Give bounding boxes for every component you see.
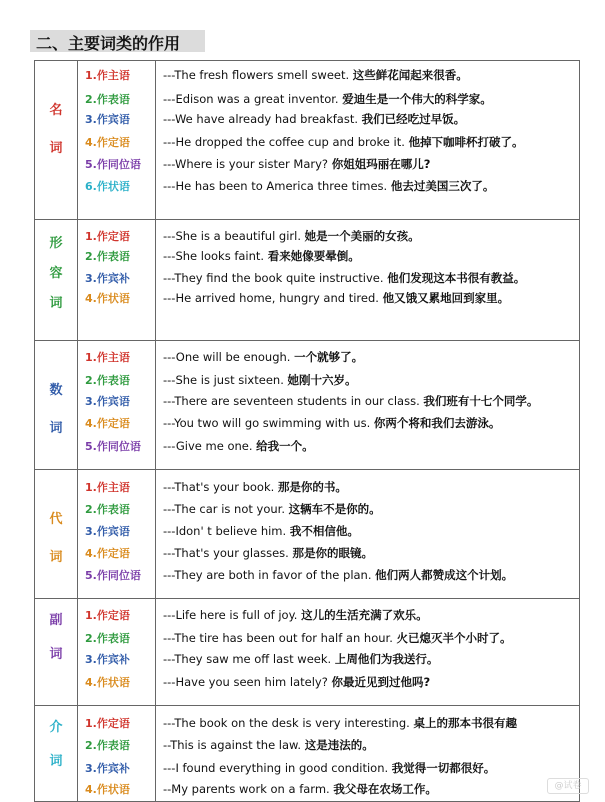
- role-label: 4.作定语: [85, 417, 130, 430]
- word-class-table: [34, 60, 580, 802]
- english-text: ---Have you seen him lately?: [163, 675, 328, 689]
- chinese-text: 这是违法的。: [304, 738, 374, 752]
- example-sentence: [163, 290, 509, 306]
- header-cell: [35, 341, 78, 469]
- chinese-text: 这些鲜花闻起来很香。: [352, 68, 468, 82]
- example-sentence: [163, 349, 363, 365]
- role-label: 6.作状语: [85, 180, 130, 193]
- chinese-text: 看来她像要晕倒。: [267, 249, 360, 263]
- word-class-char: 词: [49, 647, 63, 662]
- watermark: @试卷: [547, 778, 589, 794]
- english-text: ---They find the book quite instructive.: [163, 271, 384, 285]
- role-label: 2.作表语: [85, 374, 130, 387]
- word-class-char: 副: [49, 613, 63, 628]
- word-class-char: 介: [49, 720, 63, 735]
- english-text: ---Where is your sister Mary?: [163, 157, 329, 171]
- english-text: ---They saw me off last week.: [163, 652, 332, 666]
- example-sentence: [163, 715, 517, 731]
- chinese-text: 我们班有十七个同学。: [423, 394, 539, 408]
- chinese-text: 那是你的书。: [277, 480, 347, 494]
- section-5: [35, 599, 579, 706]
- role-label: 2.作表语: [85, 250, 130, 263]
- header-cell: [35, 470, 78, 598]
- example-sentence: [163, 674, 430, 690]
- english-text: ---Life here is full of joy.: [163, 608, 298, 622]
- role-label: 1.作主语: [85, 481, 130, 494]
- role-label: 1.作定语: [85, 230, 130, 243]
- example-sentence: [163, 501, 381, 517]
- chinese-text: 我父母在农场工作。: [333, 782, 437, 796]
- example-sentence: [163, 438, 314, 454]
- english-text: ---That's your glasses.: [163, 546, 289, 560]
- chinese-text: 这辆车不是你的。: [288, 502, 381, 516]
- column-divider: [155, 341, 156, 469]
- section-3: [35, 341, 579, 470]
- role-label: 2.作表语: [85, 93, 130, 106]
- role-label: 4.作状语: [85, 783, 130, 796]
- role-label: 3.作宾补: [85, 653, 130, 666]
- example-sentence: [163, 156, 430, 172]
- chinese-text: 你两个将和我们去游泳。: [373, 416, 501, 430]
- english-text: ---Edison was a great inventor.: [163, 92, 339, 106]
- example-sentence: [163, 248, 360, 264]
- chinese-text: 你姐姐玛丽在哪儿?: [331, 157, 431, 171]
- chinese-text: 她是一个美丽的女孩。: [304, 229, 420, 243]
- example-sentence: [163, 178, 494, 194]
- chinese-text: 我觉得一切都很好。: [391, 761, 496, 775]
- english-text: --My parents work on a farm.: [163, 782, 330, 796]
- chinese-text: 一个就够了。: [294, 350, 364, 364]
- example-sentence: [163, 372, 357, 388]
- role-label: 2.作表语: [85, 632, 130, 645]
- chinese-text: 他们两人都赞成这个计划。: [375, 568, 514, 582]
- word-class-char: 代: [49, 512, 63, 527]
- english-text: ---There are seventeen students in our class.: [163, 394, 420, 408]
- role-label: 2.作表语: [85, 503, 130, 516]
- role-label: 3.作宾语: [85, 395, 130, 408]
- example-sentence: [163, 91, 492, 107]
- english-text: ---One will be enough.: [163, 350, 291, 364]
- role-label: 1.作定语: [85, 717, 130, 730]
- chinese-text: 给我一个。: [256, 439, 314, 453]
- chinese-text: 我不相信他。: [289, 524, 359, 538]
- english-text: ---I found everything in good condition.: [163, 761, 389, 775]
- role-label: 4.作状语: [85, 676, 130, 689]
- english-text: ---She is just sixteen.: [163, 373, 284, 387]
- role-label: 2.作表语: [85, 739, 130, 752]
- page-title: 二、主要词类的作用: [36, 34, 181, 53]
- english-text: ---Idon' t believe him.: [163, 524, 287, 538]
- english-text: ---She is a beautiful girl.: [163, 229, 301, 243]
- role-label: 5.作同位语: [85, 158, 141, 171]
- example-sentence: [163, 545, 373, 561]
- english-text: ---Give me one.: [163, 439, 253, 453]
- chinese-text: 那是你的眼镜。: [292, 546, 373, 560]
- section-1: [35, 61, 579, 220]
- word-class-char: 形: [49, 236, 63, 251]
- example-sentence: [163, 760, 495, 776]
- section-2: [35, 220, 579, 341]
- example-sentence: [163, 781, 437, 797]
- word-class-char: 词: [49, 421, 63, 436]
- role-label: 4.作定语: [85, 136, 130, 149]
- chinese-text: 她刚十六岁。: [287, 373, 357, 387]
- chinese-text: 我们已经吃过早饭。: [361, 112, 466, 126]
- role-label: 3.作宾补: [85, 272, 130, 285]
- chinese-text: 上周他们为我送行。: [334, 652, 439, 666]
- chinese-text: 桌上的那本书很有趣: [413, 716, 517, 730]
- word-class-char: 数: [49, 383, 63, 398]
- section-4: [35, 470, 579, 599]
- example-sentence: [163, 607, 428, 623]
- column-divider: [155, 470, 156, 598]
- example-sentence: [163, 415, 500, 431]
- role-label: 1.作主语: [85, 351, 130, 364]
- english-text: ---They are both in favor of the plan.: [163, 568, 372, 582]
- english-text: ---The tire has been out for half an hour.: [163, 631, 393, 645]
- example-sentence: [163, 737, 374, 753]
- role-label: 5.作同位语: [85, 569, 141, 582]
- role-label: 3.作宾补: [85, 762, 130, 775]
- english-text: ---She looks faint.: [163, 249, 265, 263]
- english-text: ---He dropped the coffee cup and broke it.: [163, 135, 405, 149]
- role-label: 4.作状语: [85, 292, 130, 305]
- english-text: ---He arrived home, hungry and tired.: [163, 291, 379, 305]
- example-sentence: [163, 134, 524, 150]
- chinese-text: 这儿的生活充满了欢乐。: [301, 608, 428, 622]
- chinese-text: 你最近见到过他吗?: [331, 675, 431, 689]
- example-sentence: [163, 67, 468, 83]
- word-class-char: 词: [49, 550, 63, 565]
- example-sentence: [163, 270, 525, 286]
- english-text: ---The book on the desk is very interesting.: [163, 716, 410, 730]
- english-text: ---You two will go swimming with us.: [163, 416, 371, 430]
- english-text: ---The car is not your.: [163, 502, 285, 516]
- example-sentence: [163, 228, 420, 244]
- column-divider: [155, 61, 156, 219]
- example-sentence: [163, 523, 359, 539]
- column-divider: [155, 220, 156, 340]
- chinese-text: 他去过美国三次了。: [390, 179, 495, 193]
- word-class-char: 词: [49, 141, 63, 156]
- chinese-text: 火已熄灭半个小时了。: [396, 631, 512, 645]
- role-label: 3.作宾语: [85, 525, 130, 538]
- example-sentence: [163, 111, 465, 127]
- example-sentence: [163, 630, 512, 646]
- word-class-char: 名: [49, 103, 63, 118]
- role-label: 1.作主语: [85, 69, 130, 82]
- english-text: ---The fresh flowers smell sweet.: [163, 68, 350, 82]
- example-sentence: [163, 393, 538, 409]
- section-6: [35, 706, 579, 801]
- column-divider: [155, 706, 156, 801]
- word-class-char: 容: [49, 266, 63, 281]
- chinese-text: 爱迪生是一个伟大的科学家。: [342, 92, 492, 106]
- english-text: ---We have already had breakfast.: [163, 112, 358, 126]
- word-class-char: 词: [49, 296, 63, 311]
- chinese-text: 他们发现这本书很有教益。: [387, 271, 526, 285]
- role-label: 1.作定语: [85, 609, 130, 622]
- example-sentence: [163, 651, 438, 667]
- english-text: ---That's your book.: [163, 480, 275, 494]
- column-divider: [155, 599, 156, 705]
- english-text: --This is against the law.: [163, 738, 302, 752]
- example-sentence: [163, 567, 513, 583]
- word-class-char: 词: [49, 754, 63, 769]
- role-label: 3.作宾语: [85, 113, 130, 126]
- chinese-text: 他又饿又累地回到家里。: [382, 291, 510, 305]
- english-text: ---He has been to America three times.: [163, 179, 388, 193]
- chinese-text: 他掉下咖啡杯打破了。: [408, 135, 524, 149]
- example-sentence: [163, 479, 347, 495]
- role-label: 4.作定语: [85, 547, 130, 560]
- role-label: 5.作同位语: [85, 440, 141, 453]
